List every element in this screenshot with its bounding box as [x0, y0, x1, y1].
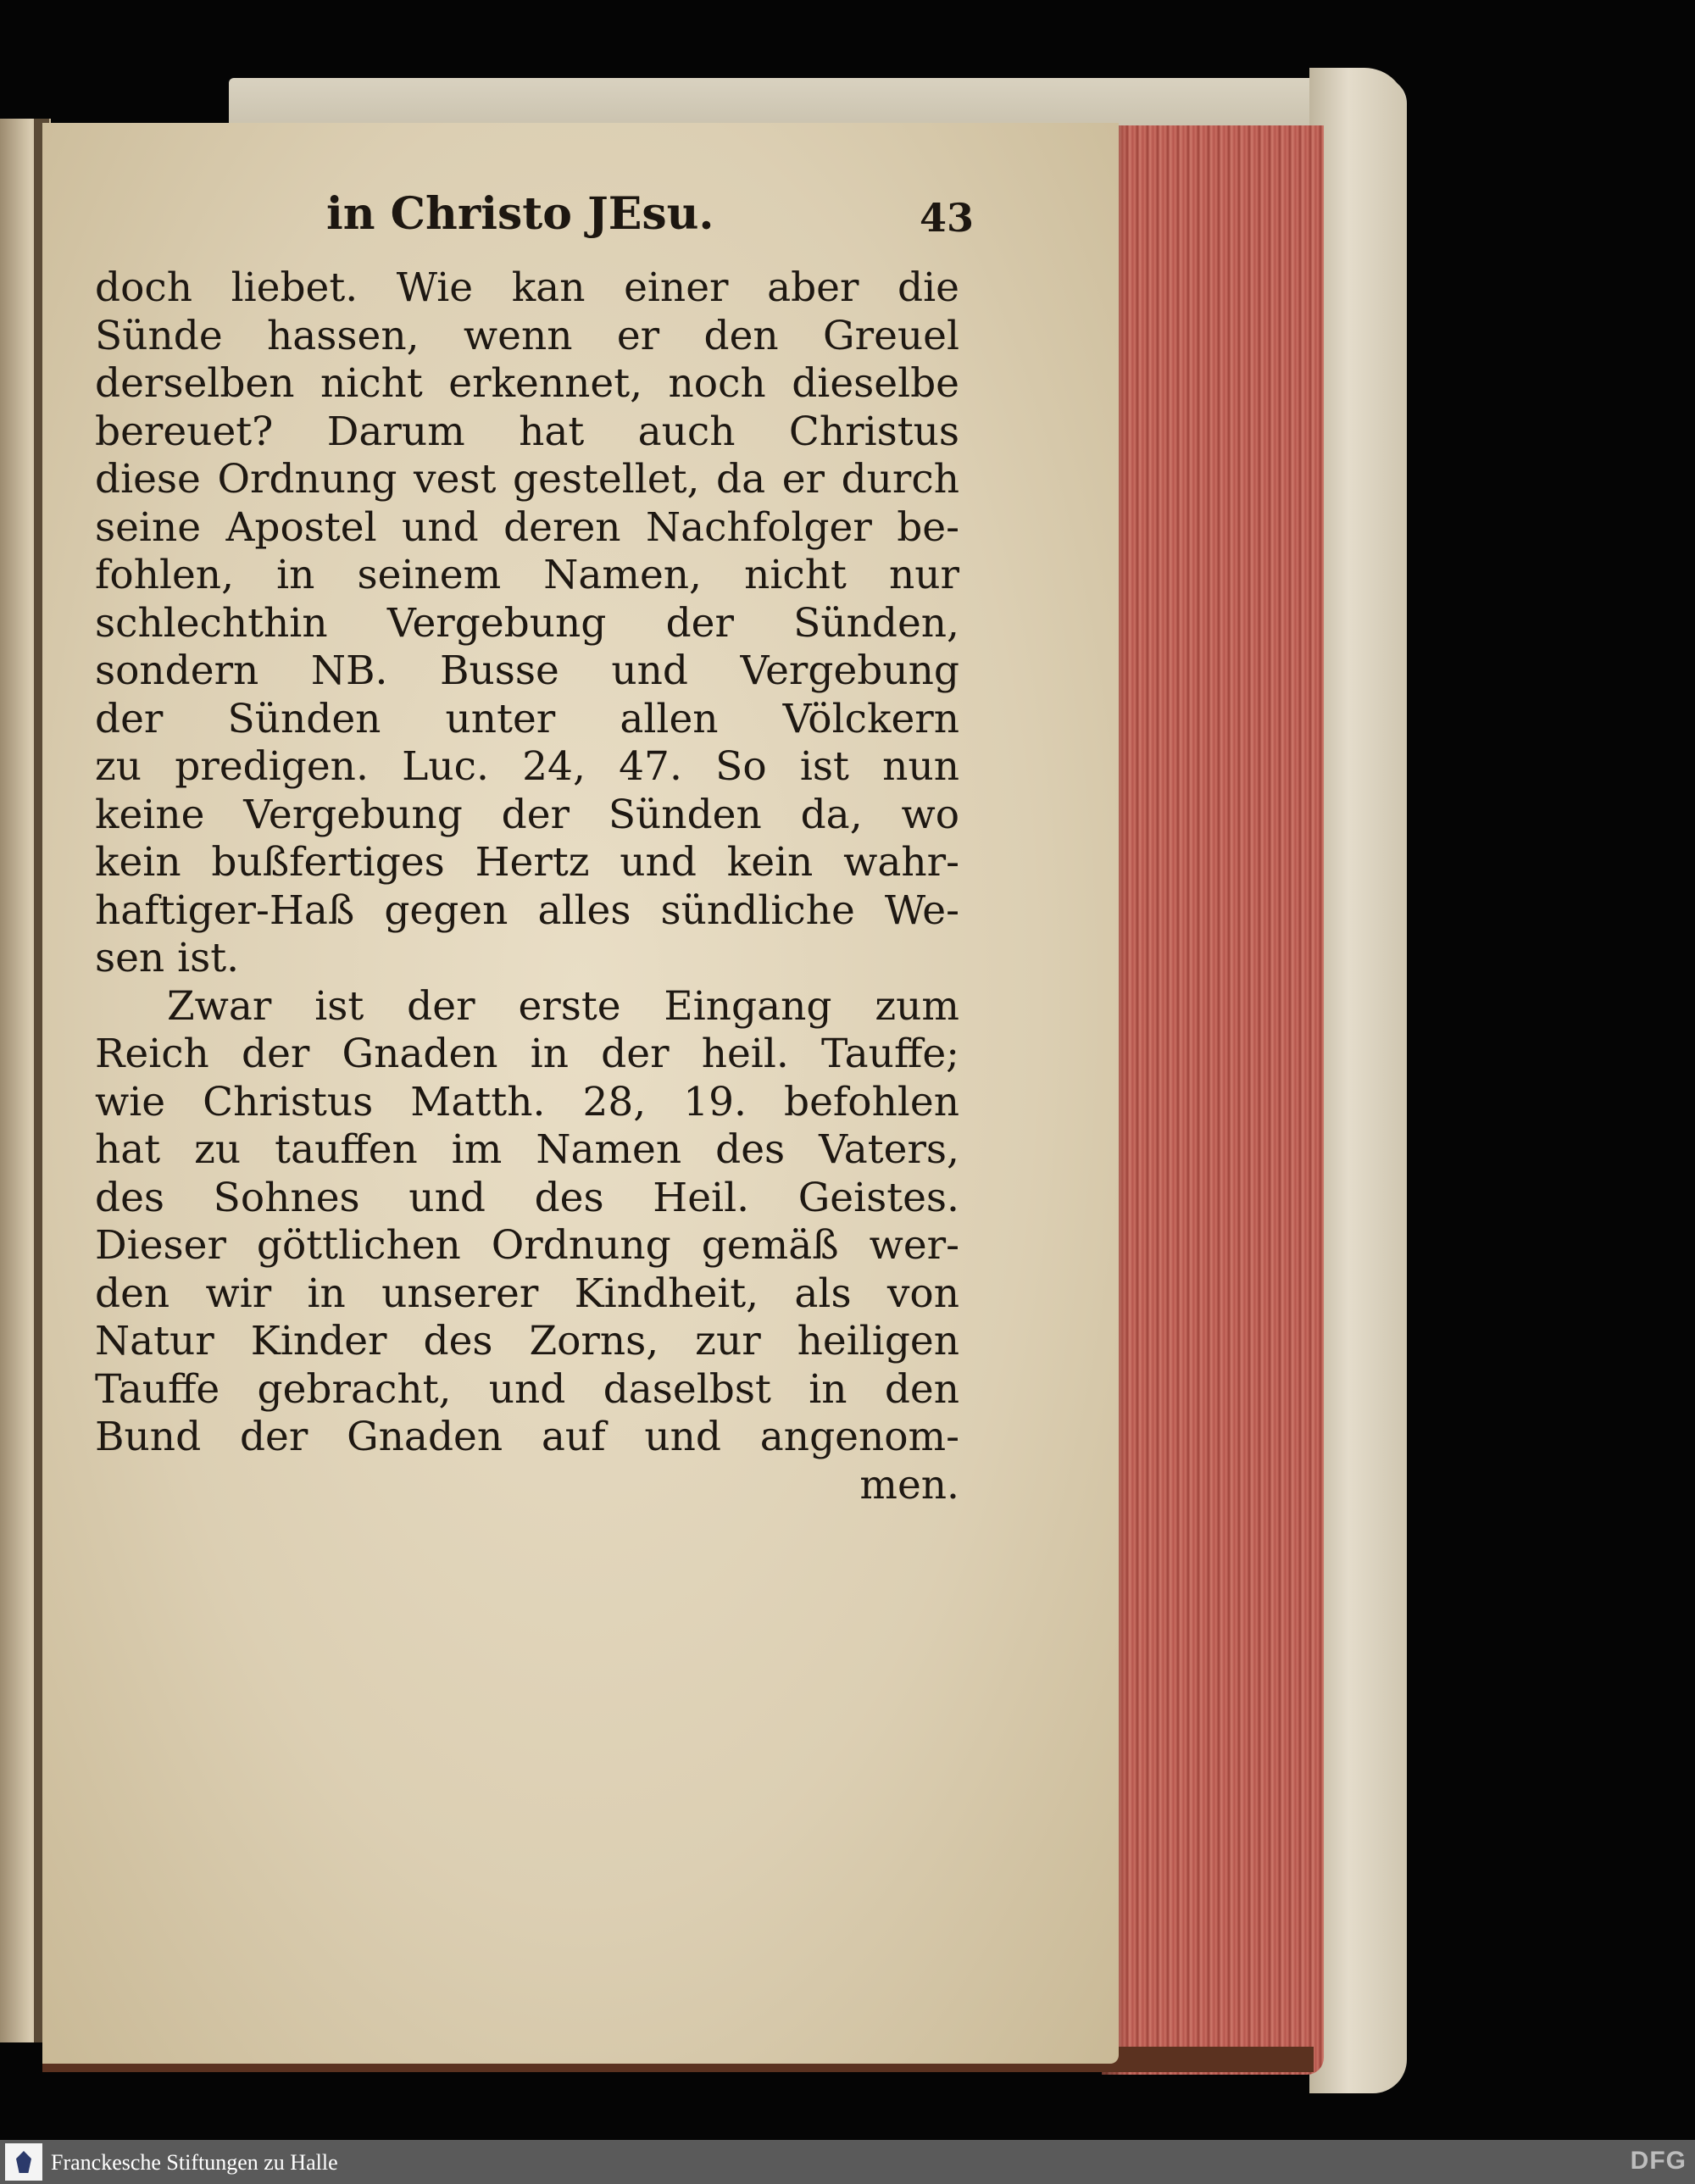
text-line: den wir in unserer Kindheit, als von: [95, 1270, 959, 1317]
text-line: seine Apostel und deren Nachfolger be-: [95, 503, 959, 551]
institution-logo-icon[interactable]: [5, 2143, 42, 2181]
text-line: Dieser göttlichen Ordnung gemäß wer-: [95, 1222, 959, 1269]
viewer-footer: [0, 2140, 1695, 2184]
text-line: zu predigen. Luc. 24, 47. So ist nun: [95, 743, 959, 790]
running-title: in Christo JEsu.: [326, 188, 714, 240]
text-line: sondern NB. Busse und Vergebung: [95, 647, 959, 694]
vellum-cover: [1309, 68, 1407, 2093]
institution-name: Franckesche Stiftungen zu Halle: [51, 2150, 338, 2175]
red-fore-edge: [1102, 125, 1324, 2075]
text-line: Natur Kinder des Zorns, zur heiligen: [95, 1318, 959, 1364]
text-line: Reich der Gnaden in der heil. Tauffe;: [95, 1031, 959, 1077]
body-text: [95, 264, 959, 1509]
text-line: wie Christus Matth. 28, 19. befohlen: [95, 1078, 959, 1125]
text-line: derselben nicht erkennet, noch dieselbe: [95, 360, 959, 407]
text-line: haftiger-Haß gegen alles sündliche We-: [95, 886, 959, 934]
text-line: des Sohnes und des Heil. Geistes.: [95, 1174, 959, 1221]
text-line: diese Ordnung vest gestellet, da er durch: [95, 456, 959, 503]
page-number: 43: [920, 195, 975, 241]
catchword: men.: [859, 1461, 959, 1509]
text-line: Tauffe gebracht, und daselbst in den: [95, 1365, 959, 1413]
text-line: hat zu tauffen im Namen des Vaters,: [95, 1126, 959, 1173]
text-line: sen ist.: [95, 935, 240, 981]
page-header: [326, 188, 975, 247]
text-line: Zwar ist der erste Eingang zum: [167, 982, 959, 1030]
text-line: fohlen, in seinem Namen, nicht nur: [95, 552, 959, 598]
text-line: der Sünden unter allen Völckern: [95, 695, 959, 742]
text-line: keine Vergebung der Sünden da, wo: [95, 791, 959, 838]
text-line: schlechthin Vergebung der Sünden,: [95, 599, 959, 647]
dfg-logo: DFG: [1630, 2147, 1687, 2175]
text-line: Sünde hassen, wenn er den Greuel: [95, 312, 959, 359]
text-line: doch liebet. Wie kan einer aber die: [95, 264, 959, 311]
text-line: bereuet? Darum hat auch Christus: [95, 408, 959, 455]
text-line: Bund der Gnaden auf und angenom-: [95, 1414, 959, 1460]
text-line: kein bußfertiges Hertz und kein wahr-: [95, 839, 959, 886]
